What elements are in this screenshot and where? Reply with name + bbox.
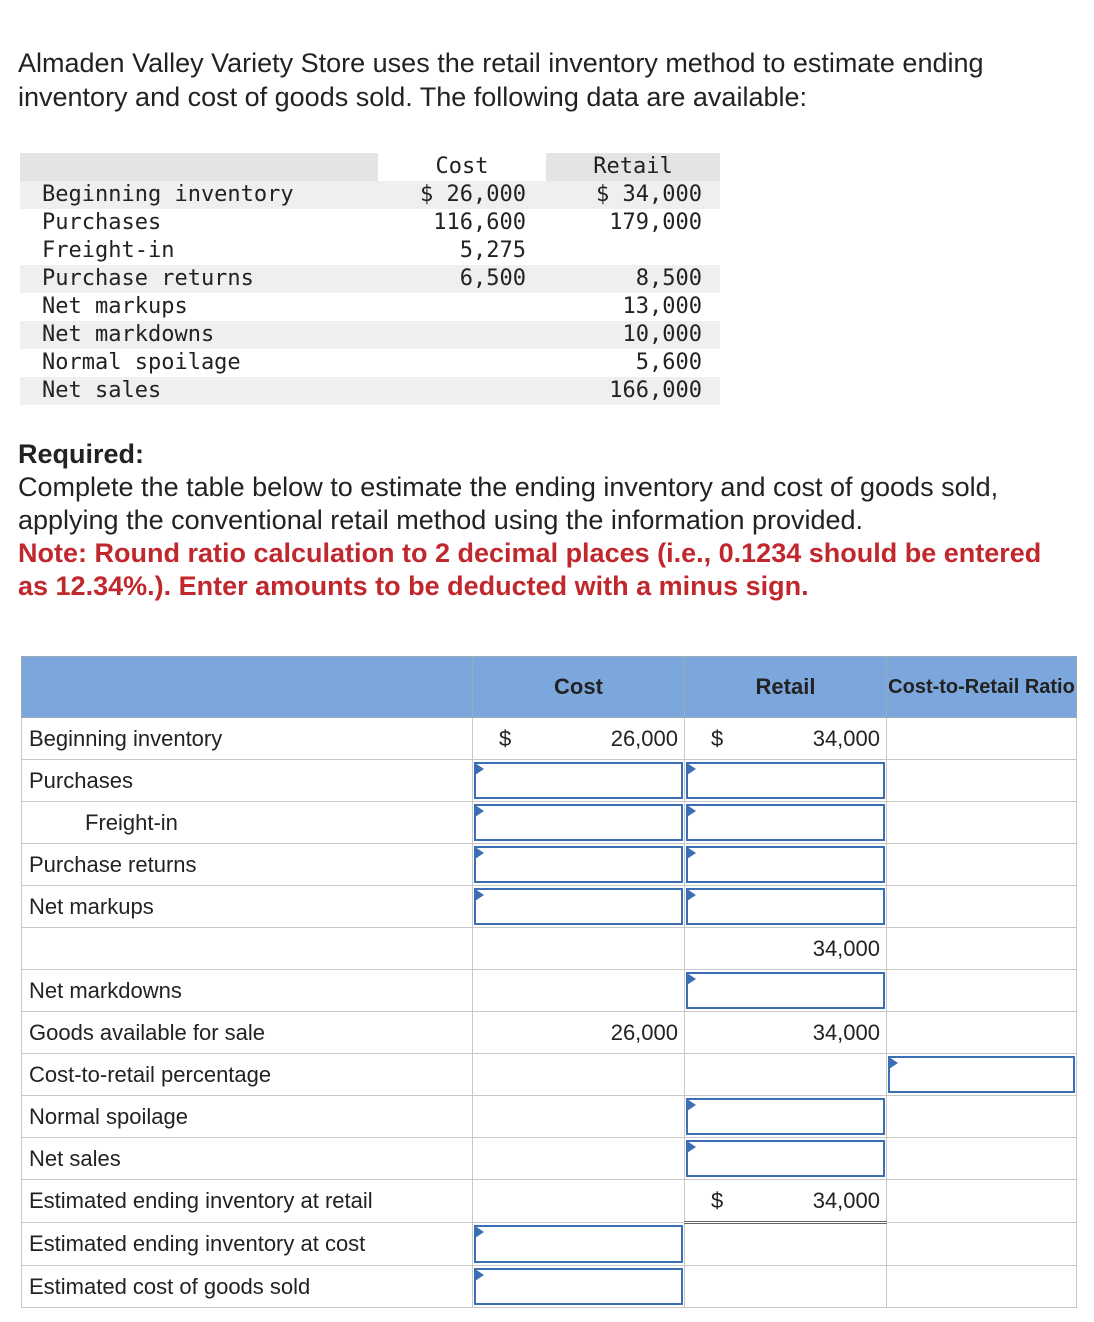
goods-available-cost-value: 26,000 (610, 1019, 678, 1045)
cogs-cost-input[interactable] (476, 1270, 681, 1303)
row-cogs: Estimated cost of goods sold (22, 1266, 1077, 1308)
given-retail-header: Retail (546, 153, 720, 181)
row-goods-available: Goods available for sale 26,000 34,000 (22, 1012, 1077, 1054)
given-row: Net markups 13,000 (42, 294, 702, 319)
ending-cost-input[interactable] (476, 1227, 681, 1261)
required-section (18, 438, 1078, 603)
given-row: Normal spoilage 5,600 (42, 350, 702, 375)
freight-in-retail-input[interactable] (688, 806, 883, 839)
purchase-returns-cost-input[interactable] (476, 848, 681, 881)
given-row: Net sales 166,000 (20, 377, 720, 405)
net-markups-cost-input[interactable] (476, 890, 681, 923)
row-net-sales: Net sales (22, 1138, 1077, 1180)
given-row: Net markdowns 10,000 (20, 321, 720, 349)
beginning-retail-value: 34,000 (812, 725, 880, 751)
given-row: Purchase returns 6,500 8,500 (20, 265, 720, 293)
retail-column-header: Retail (685, 657, 887, 718)
given-row: Beginning inventory $ 26,000 $ 34,000 (20, 181, 720, 209)
net-sales-retail-input[interactable] (688, 1142, 883, 1175)
purchases-retail-input[interactable] (688, 764, 883, 797)
given-row: Purchases 116,600 179,000 (42, 210, 702, 235)
ratio-column-header: Cost-to-Retail Ratio (887, 657, 1077, 718)
intro-text: Almaden Valley Variety Store uses the retail inventory method to estimate ending inventory and cost of goods sold. The following data are available: (18, 48, 984, 112)
given-row: Freight-in 5,275 (42, 238, 526, 263)
row-ending-retail: Estimated ending inventory at retail $ 34,000 (22, 1180, 1077, 1223)
required-heading: Required: (18, 439, 145, 469)
purchase-returns-retail-input[interactable] (688, 848, 883, 881)
subtotal-retail-value: 34,000 (812, 935, 880, 961)
row-net-markups: Net markups (22, 886, 1077, 928)
row-purchases: Purchases (22, 760, 1077, 802)
row-freight-in: Freight-in (22, 802, 1077, 844)
given-data-table (20, 153, 720, 405)
required-text: Complete the table below to estimate the ending inventory and cost of goods sold, applying the conventional retail method using the information provided. (18, 472, 999, 535)
cost-column-header: Cost (473, 657, 685, 718)
purchases-cost-input[interactable] (476, 764, 681, 797)
net-markdowns-retail-input[interactable] (688, 974, 883, 1007)
work-header-row (22, 657, 1077, 718)
required-note: Note: Round ratio calculation to 2 decimal places (i.e., 0.1234 should be entered as 12.34%.). Enter amounts to be deducted with a minus sign. (18, 538, 1042, 601)
row-purchase-returns: Purchase returns (22, 844, 1077, 886)
ending-retail-value: 34,000 (812, 1187, 880, 1213)
cost-to-retail-ratio-input[interactable] (890, 1058, 1073, 1091)
freight-in-cost-input[interactable] (476, 806, 681, 839)
row-cost-to-retail: Cost-to-retail percentage (22, 1054, 1077, 1096)
net-markups-retail-input[interactable] (688, 890, 883, 923)
row-ending-cost: Estimated ending inventory at cost (22, 1223, 1077, 1266)
row-normal-spoilage: Normal spoilage (22, 1096, 1077, 1138)
given-cost-header: Cost (435, 154, 489, 179)
beginning-cost-value: 26,000 (610, 725, 678, 751)
given-data-header (20, 153, 720, 181)
goods-available-retail-value: 34,000 (812, 1019, 880, 1045)
normal-spoilage-retail-input[interactable] (688, 1100, 883, 1133)
row-beginning-inventory: Beginning inventory $ 26,000 $ 34,000 (22, 718, 1077, 760)
row-net-markdowns: Net markdowns (22, 970, 1077, 1012)
retail-method-table (21, 656, 1077, 1308)
row-subtotal (22, 928, 1077, 970)
